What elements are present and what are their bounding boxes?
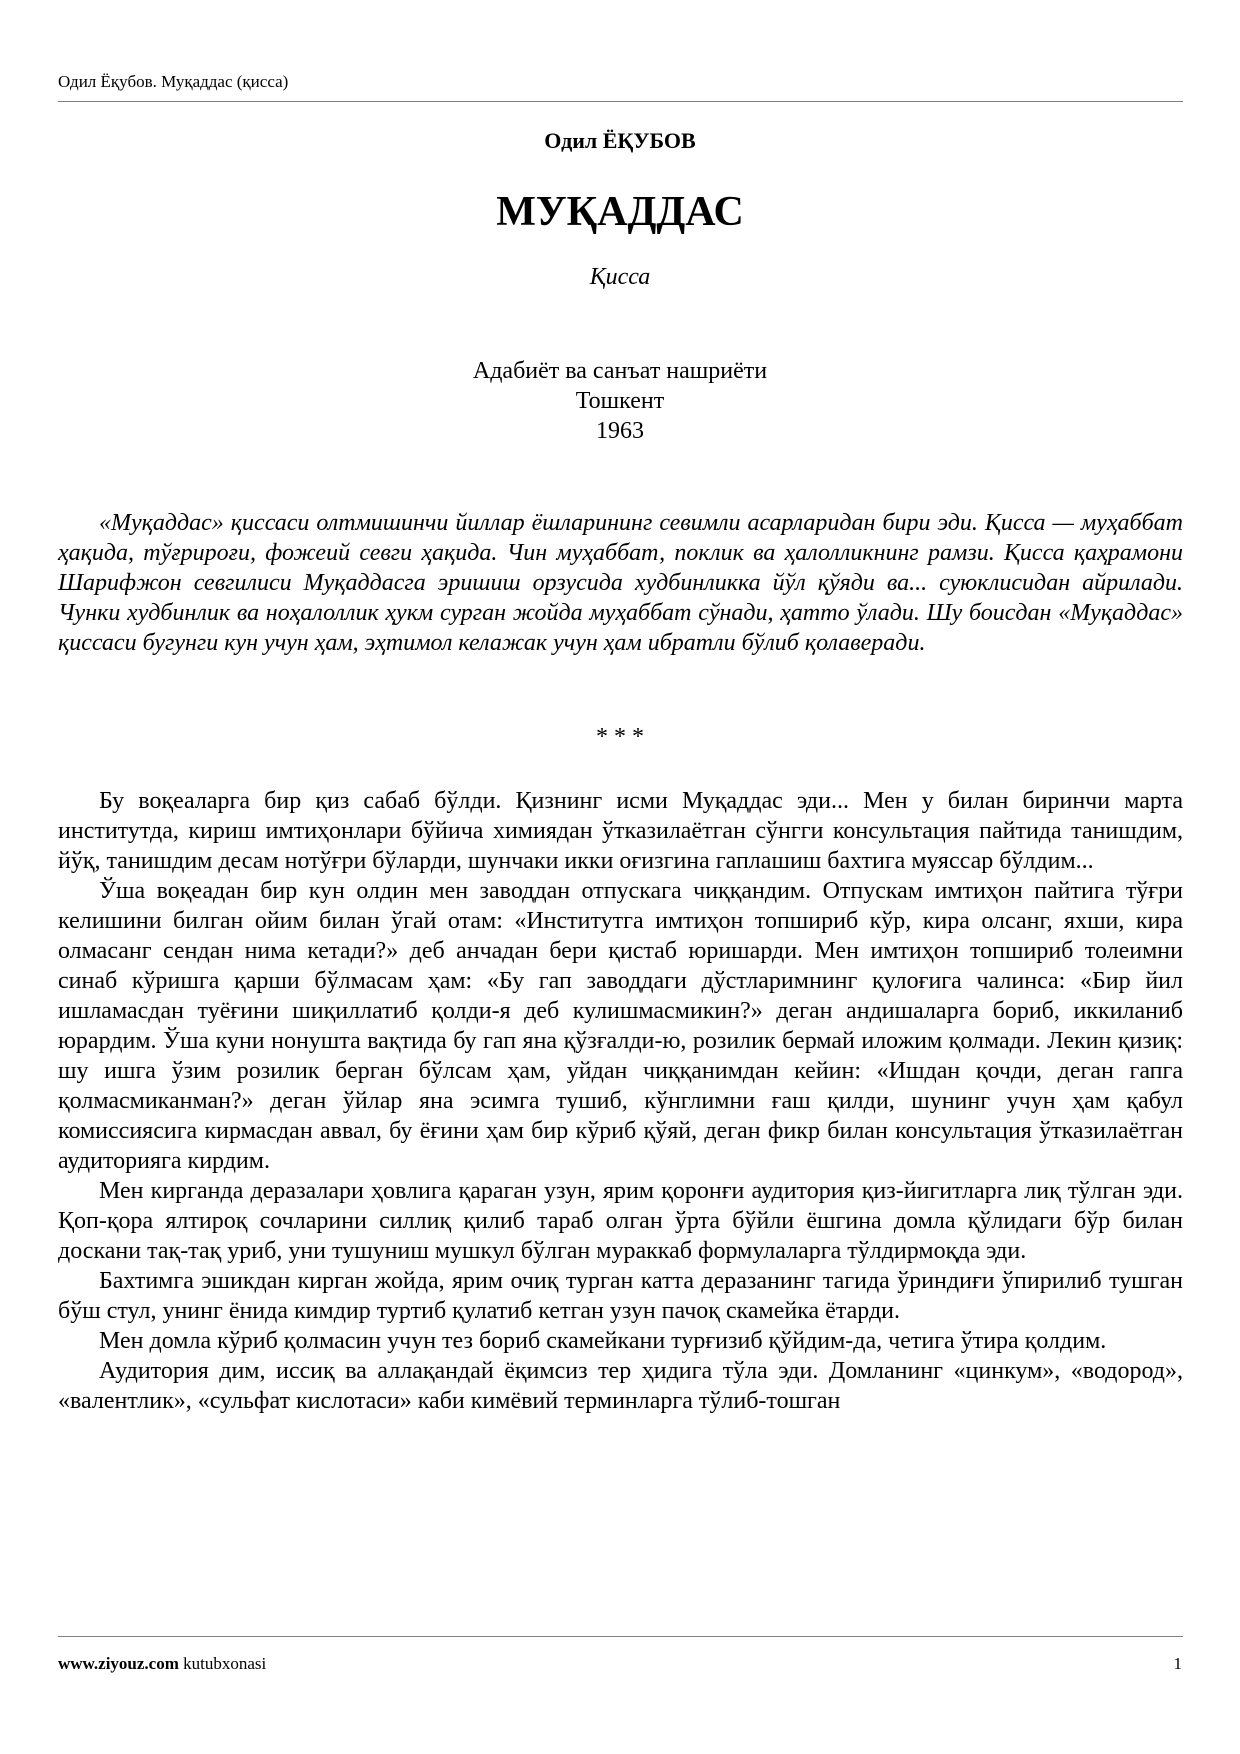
genre-label: Қисса	[589, 264, 651, 290]
publisher-name: Адабиёт ва санъат нашриёти	[472, 358, 768, 384]
book-title: МУҚАДДАС	[496, 189, 744, 235]
running-header: Одил Ёқубов. Муқаддас (қисса)	[58, 72, 289, 91]
annotation-text: «Муқаддас» қиссаси олтмишинчи йиллар ёшларининг севимли асарларидан бири эди. Қисса — муҳаббат ҳақида, тўғрироғи, фожеий севги ҳақида. Чин муҳаббат, поклик ва ҳалолликнинг рамзи. Қисса қаҳрамони Шарифжон севгилиси Муқаддасга эришиш орзусида худбинликка йўл қўяди ва... суюклисидан айрилади. Чунки худбинлик ва ноҳалоллик ҳукм сурган жойда муҳаббат сўнади, ҳатто ўлади. Шу боисдан «Муқаддас» қиссаси бугунги кун учун ҳам, эҳтимол келажак учун ҳам ибратли бўлиб қолаверади.	[58, 510, 1183, 656]
paragraph: Аудитория дим, иссиқ ва аллақандай ёқимсиз тер ҳидига тўла эди. Домланинг «цинкум», «водород», «валентлик», «сульфат кислотаси» каби кимёвий терминларга тўлиб-тошган	[58, 1358, 1183, 1414]
annotation	[58, 508, 1183, 658]
body-text	[58, 786, 1183, 1416]
page-number: 1	[1173, 1654, 1182, 1673]
section-separator: * * *	[596, 724, 644, 750]
footer-site-link[interactable]: www.ziyouz.com	[58, 1654, 179, 1673]
publication-year: 1963	[596, 418, 644, 444]
footer-rule	[58, 1636, 1183, 1637]
footer-library-label: kutubxonasi	[183, 1654, 267, 1673]
publication-city: Тошкент	[575, 388, 665, 414]
author-name: Одил ЁҚУБОВ	[544, 128, 696, 153]
paragraph: Бу воқеаларга бир қиз сабаб бўлди. Қизнинг исми Муқаддас эди... Мен у билан биринчи марта институтда, кириш имтиҳонлари бўйича химиядан ўтказилаётган сўнгги консультация пайтида танишдим, йўқ, танишдим десам нотўғри бўларди, шунчаки икки оғизгина гаплашиш бахтига муяссар бўлдим...	[58, 788, 1183, 874]
header-rule	[58, 101, 1183, 102]
paragraph: Ўша воқеадан бир кун олдин мен заводдан отпускага чиққандим. Отпускам имтиҳон пайтига тўғри келишини билган ойим билан ўгай отам: «Институтга имтиҳон топшириб кўр, кира олсанг, яхши, кира олмасанг сендан нима кетади?» деб анчадан бери қистаб юришарди. Мен имтиҳон топшириб толеимни синаб кўришга қарши бўлмасам ҳам: «Бу гап заводдаги дўстларимнинг қулоғига чалинса: «Бир йил ишламасдан туёғини шиқиллатиб қолди-я деб кулишмасмикин?» деган андишаларга бориб, иккиланиб юрардим. Ўша куни нонушта вақтида бу гап яна қўзғалди-ю, розилик бермай иложим қолмади. Лекин қизиқ: шу ишга ўзим розилик берган бўлсам ҳам, уйдан чиққанимдан кейин: «Ишдан қочди, деган гапга қолмасмиканман?» деган ўйлар яна эсимга тушиб, кўнглимни ғаш қилди, шунинг учун ҳам қабул комиссиясига кирмасдан аввал, бу ёғини ҳам бир кўриб қўяй, деган фикр билан консультация ўтказилаётган аудиторияга кирдим.	[58, 878, 1183, 1174]
paragraph: Бахтимга эшикдан кирган жойда, ярим очиқ турган катта деразанинг тагида ўриндиғи ўпирилиб тушган бўш стул, унинг ёнида кимдир туртиб қулатиб кетган узун пачоқ скамейка ётарди.	[58, 1268, 1183, 1324]
paragraph: Мен домла кўриб қолмасин учун тез бориб скамейкани турғизиб қўйдим-да, четига ўтира қолдим.	[99, 1328, 1107, 1354]
paragraph: Мен кирганда деразалари ҳовлига қараган узун, ярим қоронғи аудитория қиз-йигитларга лиқ тўлган эди. Қоп-қора ялтироқ сочларини силлиқ қилиб тараб олган ўрта бўйли ёшгина домла қўлидаги бўр билан доскани тақ-тақ уриб, уни тушуниш мушкул бўлган мураккаб формулаларга тўлдирмоқда эди.	[58, 1178, 1183, 1264]
footer-source	[58, 1654, 266, 1674]
imprint	[0, 356, 1240, 446]
